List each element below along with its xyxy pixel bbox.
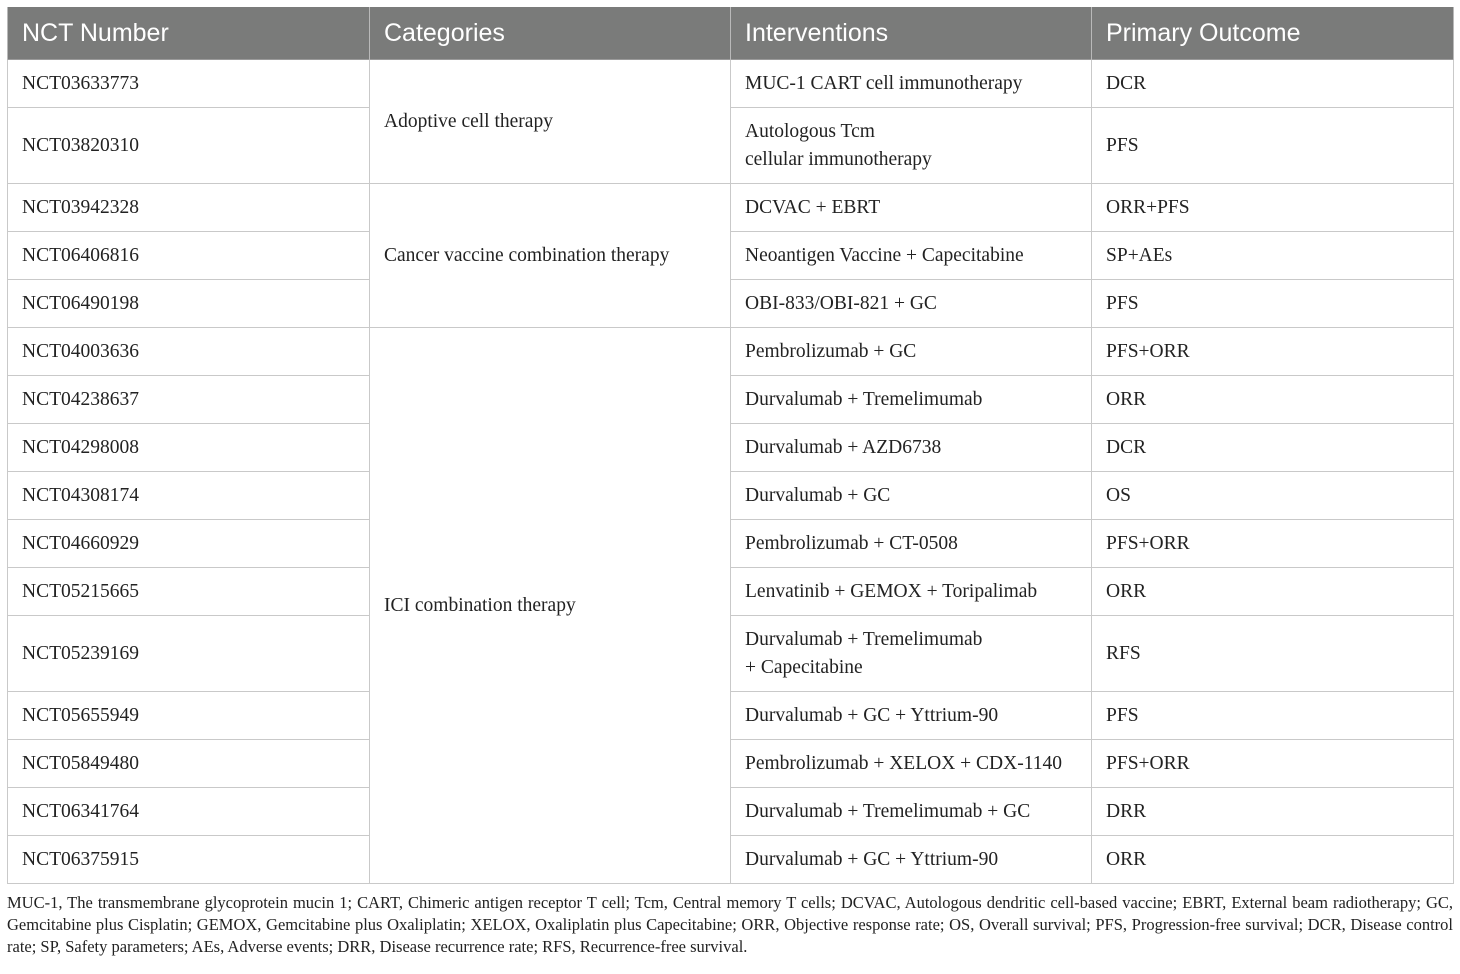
intervention-line: Pembrolizumab + GC [745,340,917,362]
table-row [8,740,1454,788]
table-row [8,376,1454,424]
intervention-line: Durvalumab + GC + Yttrium-90 [745,704,999,726]
table-row [8,280,1454,328]
primary-outcome-cell: ORR [1092,836,1454,884]
primary-outcome-cell: OS [1092,472,1454,520]
primary-outcome-cell: PFS [1092,280,1454,328]
primary-outcome-cell: PFS+ORR [1092,520,1454,568]
intervention-line: MUC-1 CART cell immunotherapy [745,72,1023,94]
intervention-cell [731,836,1092,884]
intervention-cell [731,424,1092,472]
table-row [8,692,1454,740]
nct-number-cell: NCT03820310 [8,108,370,184]
intervention-cell [731,740,1092,788]
intervention-cell [731,472,1092,520]
nct-number-cell: NCT05239169 [8,616,370,692]
table-footnote: MUC-1, The transmembrane glycoprotein mucin 1; CART, Chimeric antigen receptor T cell; Tcm, Central memory T cells; DCVAC, Autologous dendritic cell-based vaccine; EBRT, External beam radiotherapy; GC, Gemcitabine plus Cisplatin; GEMOX, Gemcitabine plus Oxaliplatin; XELOX, Oxaliplatin plus Capecitabine; ORR, Objective response rate; OS, Overall survival; PFS, Progression-free survival; DCR, Disease control rate; SP, Safety parameters; AEs, Adverse events; DRR, Disease recurrence rate; RFS, Recurrence-free survival. [7,893,1453,956]
table-row [8,328,1454,376]
intervention-line: cellular immunotherapy [745,148,932,170]
intervention-line: OBI-833/OBI-821 + GC [745,292,937,314]
header-interventions: Interventions [731,7,1092,60]
primary-outcome-cell: PFS [1092,692,1454,740]
table-row [8,472,1454,520]
table-row [8,520,1454,568]
nct-number-cell: NCT03942328 [8,184,370,232]
intervention-line: Durvalumab + GC [745,484,891,506]
primary-outcome-cell: ORR+PFS [1092,184,1454,232]
table-header [8,7,1454,60]
primary-outcome-cell: ORR [1092,568,1454,616]
table-row [8,108,1454,184]
intervention-cell [731,692,1092,740]
intervention-line: Durvalumab + GC + Yttrium-90 [745,848,999,870]
intervention-cell [731,788,1092,836]
intervention-cell [731,60,1092,108]
nct-number-cell: NCT04298008 [8,424,370,472]
table-row [8,60,1454,108]
intervention-cell [731,616,1092,692]
intervention-line: + Capecitabine [745,656,863,678]
primary-outcome-cell: SP+AEs [1092,232,1454,280]
document-page [7,7,1453,958]
nct-number-cell: NCT04003636 [8,328,370,376]
intervention-line: Durvalumab + Tremelimumab [745,628,983,650]
primary-outcome-cell: DRR [1092,788,1454,836]
intervention-cell [731,568,1092,616]
table-row [8,616,1454,692]
intervention-cell [731,232,1092,280]
intervention-cell [731,376,1092,424]
table-row [8,424,1454,472]
intervention-line: Durvalumab + Tremelimumab + GC [745,800,1031,822]
intervention-cell [731,184,1092,232]
intervention-cell [731,108,1092,184]
clinical-trials-table [7,7,1454,884]
nct-number-cell: NCT06406816 [8,232,370,280]
primary-outcome-cell: PFS+ORR [1092,740,1454,788]
nct-number-cell: NCT05215665 [8,568,370,616]
nct-number-cell: NCT05849480 [8,740,370,788]
table-body [8,60,1454,884]
header-nct-number: NCT Number [8,7,370,60]
table-row [8,568,1454,616]
intervention-line: Autologous Tcm [745,120,875,142]
nct-number-cell: NCT04238637 [8,376,370,424]
header-row [8,7,1454,60]
primary-outcome-cell: RFS [1092,616,1454,692]
nct-number-cell: NCT06341764 [8,788,370,836]
primary-outcome-cell: DCR [1092,424,1454,472]
category-cell: ICI combination therapy [370,328,731,884]
intervention-line: Pembrolizumab + CT-0508 [745,532,958,554]
nct-number-cell: NCT04308174 [8,472,370,520]
nct-number-cell: NCT06490198 [8,280,370,328]
intervention-line: Neoantigen Vaccine + Capecitabine [745,244,1024,266]
table-row [8,184,1454,232]
intervention-line: DCVAC + EBRT [745,196,881,218]
header-categories: Categories [370,7,731,60]
nct-number-cell: NCT05655949 [8,692,370,740]
table-row [8,836,1454,884]
intervention-line: Lenvatinib + GEMOX + Toripalimab [745,580,1038,602]
intervention-line: Durvalumab + Tremelimumab [745,388,983,410]
intervention-cell [731,520,1092,568]
category-cell: Adoptive cell therapy [370,60,731,184]
table-row [8,788,1454,836]
header-primary-outcome: Primary Outcome [1092,7,1454,60]
nct-number-cell: NCT06375915 [8,836,370,884]
primary-outcome-cell: PFS [1092,108,1454,184]
category-cell: Cancer vaccine combination therapy [370,184,731,328]
primary-outcome-cell: ORR [1092,376,1454,424]
intervention-line: Durvalumab + AZD6738 [745,436,942,458]
intervention-cell [731,328,1092,376]
intervention-line: Pembrolizumab + XELOX + CDX-1140 [745,752,1062,774]
primary-outcome-cell: PFS+ORR [1092,328,1454,376]
intervention-cell [731,280,1092,328]
nct-number-cell: NCT03633773 [8,60,370,108]
primary-outcome-cell: DCR [1092,60,1454,108]
table-row [8,232,1454,280]
nct-number-cell: NCT04660929 [8,520,370,568]
